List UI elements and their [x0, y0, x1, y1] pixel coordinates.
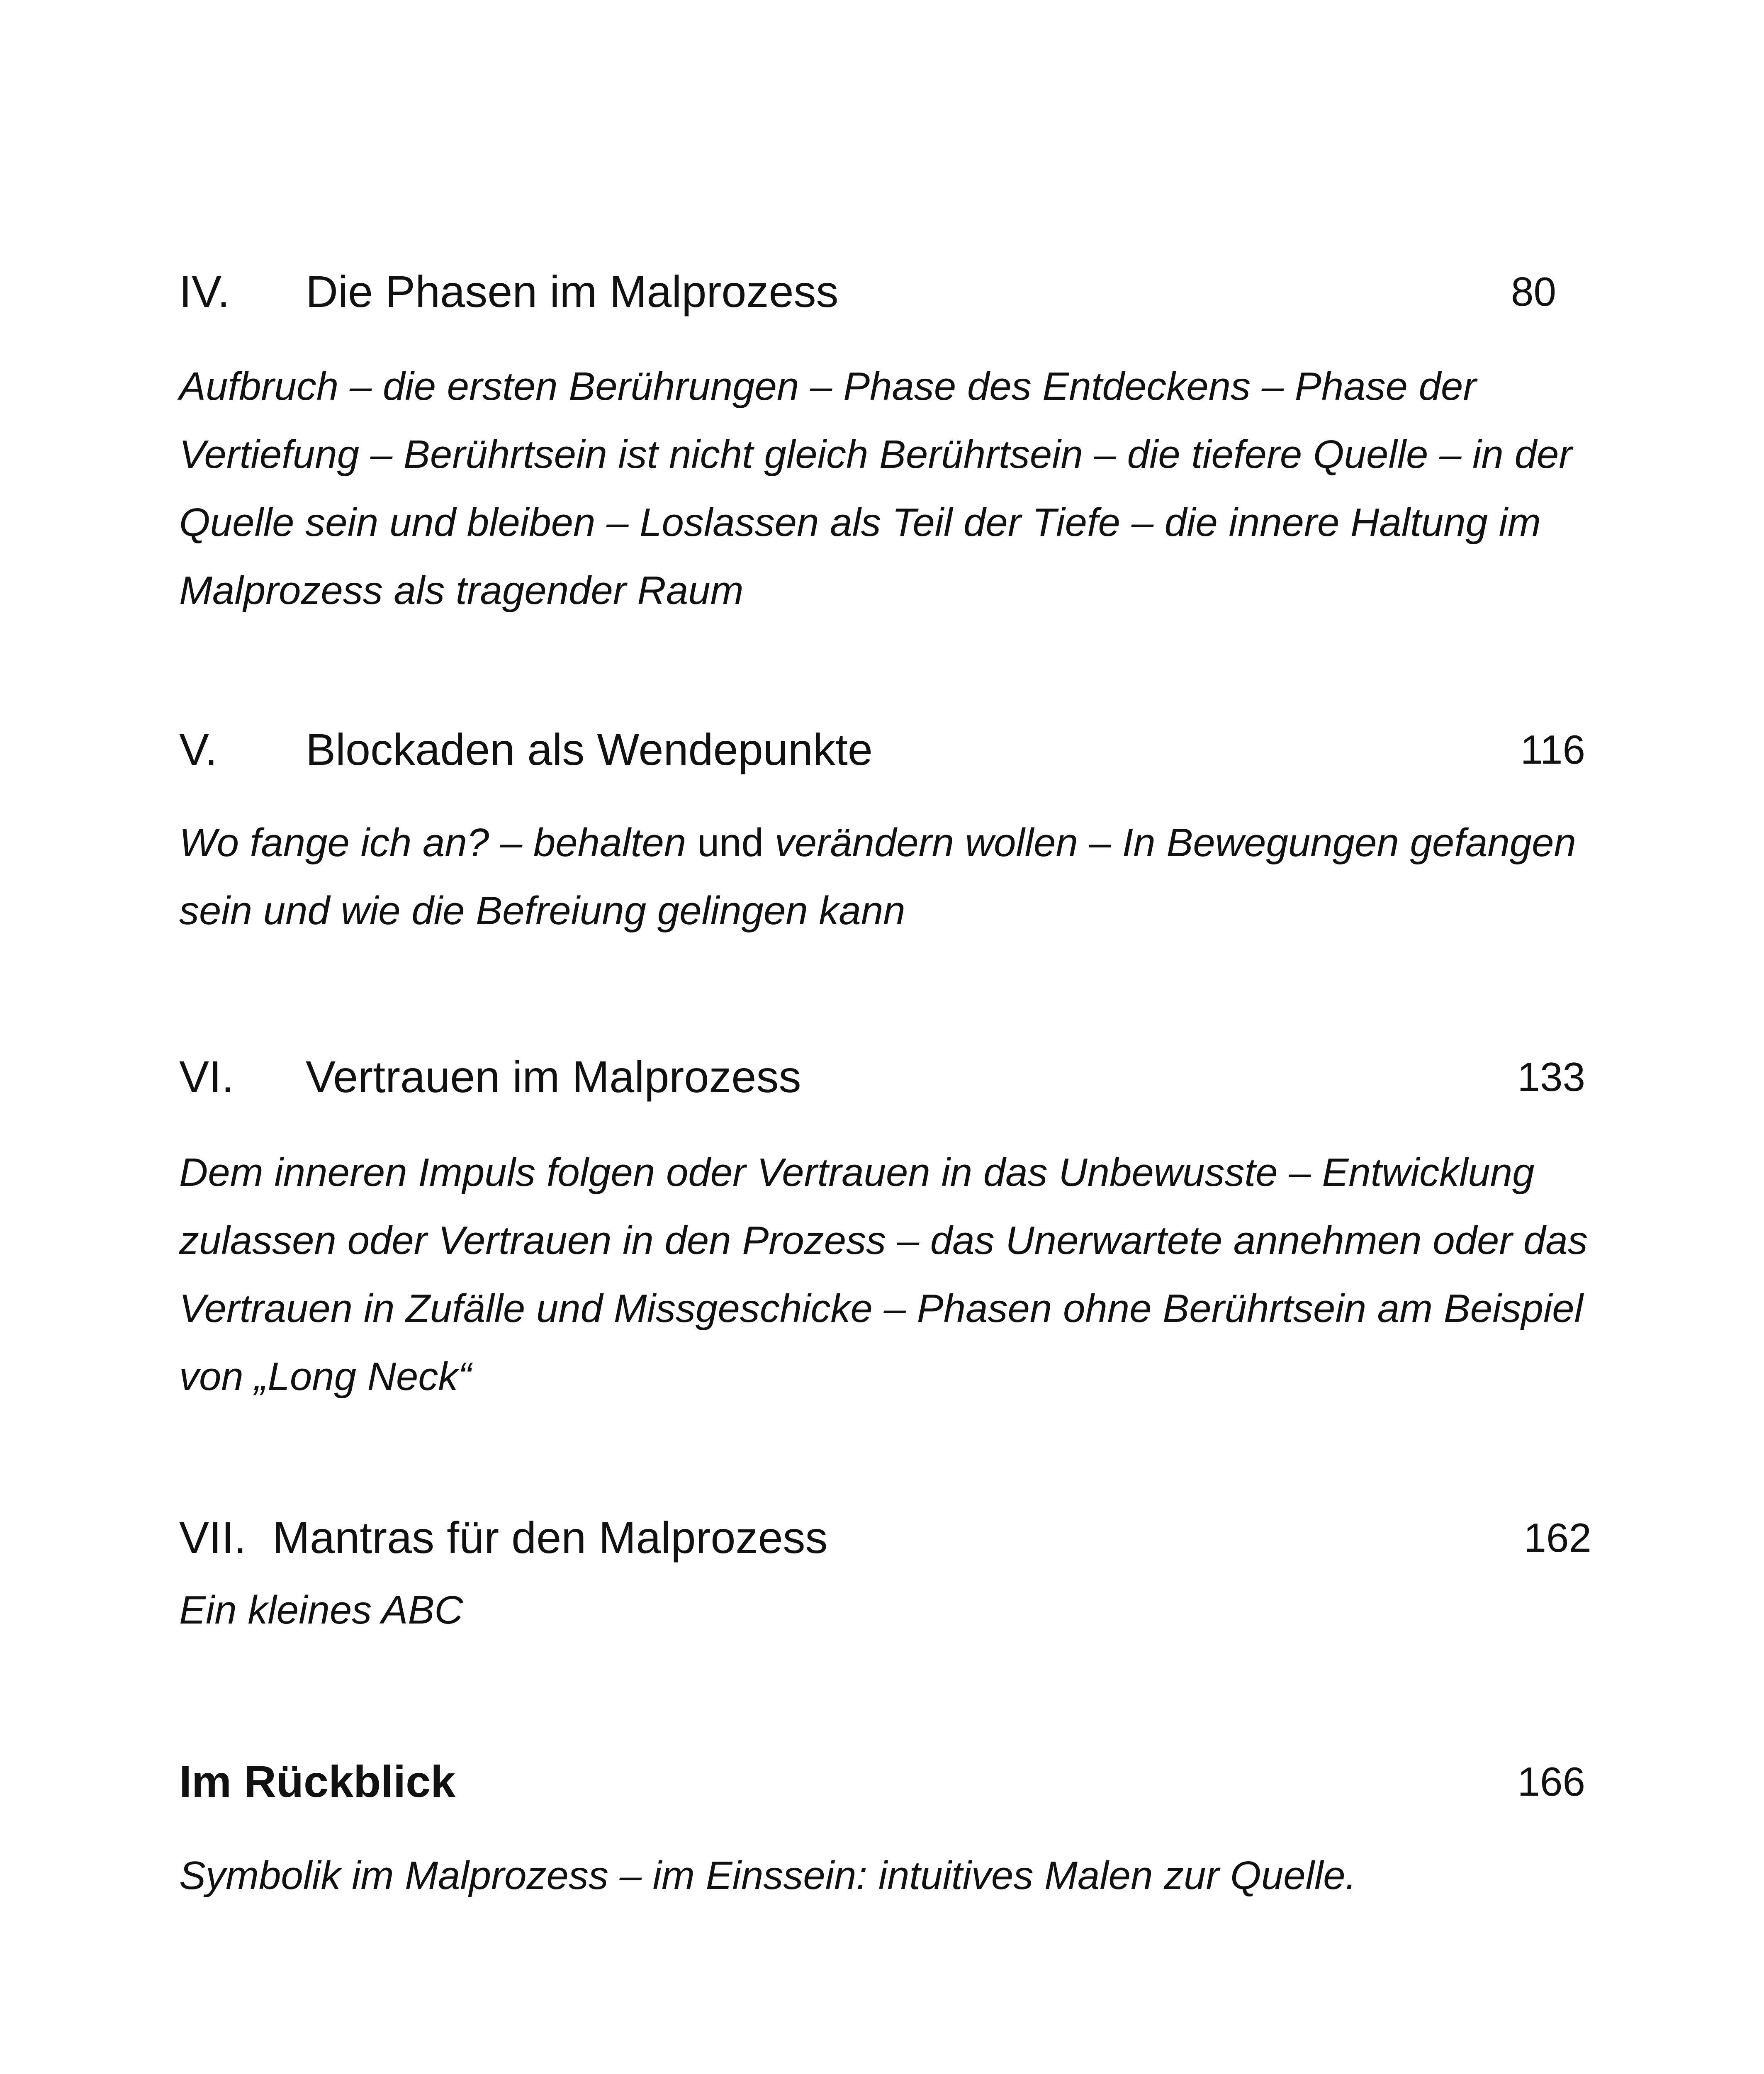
chapter-title: Vertrauen im Malprozess	[306, 1052, 801, 1102]
chapter-numeral: IV.	[179, 266, 230, 316]
chapter-page-number: 116	[1520, 727, 1585, 772]
chapter-summary-rueckblick: Symbolik im Malprozess – im Einssein: intuitives Malen zur Quelle.	[179, 1853, 1357, 1898]
chapter-numeral: VII.	[179, 1512, 247, 1563]
toc-heading-v	[179, 718, 1585, 781]
chapter-summary-vii: Ein kleines ABC	[179, 1588, 463, 1632]
chapter-summary-v	[179, 809, 1598, 945]
toc-heading-rueckblick	[179, 1750, 1585, 1813]
chapter-summary-iv: Aufbruch – die ersten Berührungen – Phase des Entdeckens – Phase der Vertiefung – Berührtsein ist nicht gleich Berührtsein – die tiefere Quelle – in der Quelle sein und bleiben – Loslassen als Teil der Tiefe – die innere Haltung im Malprozess als tragender Raum	[179, 364, 1572, 613]
chapter-numeral: V.	[179, 724, 218, 774]
chapter-numeral: VI.	[179, 1052, 234, 1102]
toc-heading-vii	[179, 1507, 1591, 1569]
toc-heading-vi	[179, 1046, 1585, 1108]
chapter-title: Im Rückblick	[179, 1756, 456, 1806]
chapter-title: Mantras für den Malprozess	[273, 1512, 828, 1563]
chapter-page-number: 162	[1523, 1515, 1591, 1560]
toc-heading-iv	[179, 260, 1585, 323]
chapter-title: Die Phasen im Malprozess	[306, 266, 839, 316]
chapter-page-number: 166	[1517, 1759, 1585, 1804]
chapter-title: Blockaden als Wendepunkte	[306, 724, 873, 774]
chapter-page-number: 133	[1517, 1054, 1585, 1100]
chapter-page-number: 80	[1511, 269, 1556, 314]
chapter-summary-vi: Dem inneren Impuls folgen oder Vertrauen in das Unbewusste – Entwicklung zulassen oder Vertrauen in den Prozess – das Unerwartete annehmen oder das Vertrauen in Zufälle und Missgeschicke – Phasen ohne Berührtsein am Beispiel von „Long Neck“	[179, 1150, 1588, 1399]
summary-text-upright: und	[686, 820, 775, 865]
summary-text: Wo fange ich an? – behalten	[179, 820, 686, 865]
summary-text: verändern wollen – In Bewegungen gefangen sein und wie die Befreiung gelingen kann	[179, 820, 1576, 933]
